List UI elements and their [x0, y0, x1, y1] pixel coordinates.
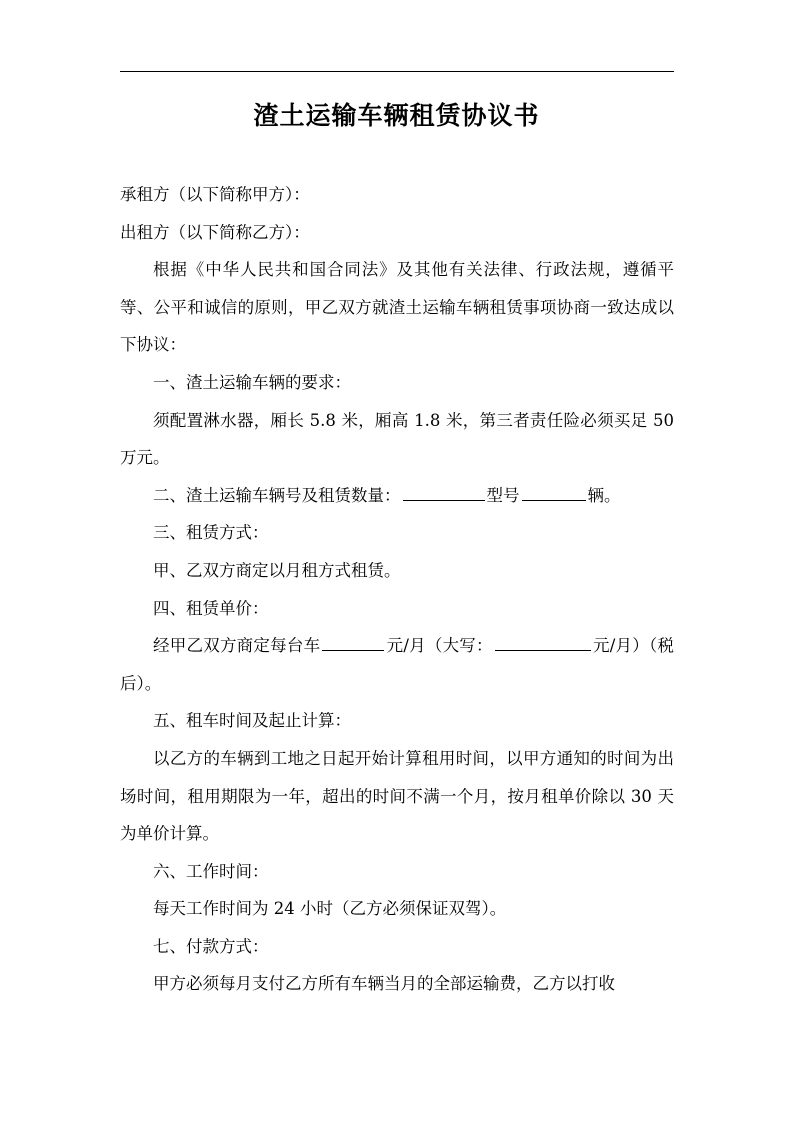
party-b-line: 出租方（以下简称乙方）： — [120, 222, 310, 242]
section-2-line — [120, 477, 674, 515]
section-7-body: 甲方必须每月支付乙方所有车辆当月的全部运输费，乙方以打收 — [153, 974, 615, 994]
section-2-model-label: 型号 — [486, 485, 520, 505]
section-5-body: 以乙方的车辆到工地之日起开始计算租用时间，以甲方通知的时间为出场时间，租用期限为一年，超出的时间不满一个月，按月租单价除以 30 天为单价计算。 — [120, 748, 674, 844]
unit-price-uppercase-blank[interactable] — [495, 633, 591, 651]
section-2-suffix: 辆。 — [587, 485, 621, 505]
section-6-heading: 六、工作时间： — [153, 861, 269, 881]
party-a-line: 承租方（以下简称甲方）： — [120, 185, 310, 204]
section-7-heading: 七、付款方式： — [153, 936, 269, 956]
document-title: 渣土运输车辆租赁协议书 — [253, 101, 540, 130]
vehicle-number-blank[interactable] — [403, 482, 485, 500]
section-5-heading: 五、租车时间及起止计算： — [153, 711, 351, 731]
unit-price-blank[interactable] — [322, 633, 384, 651]
document-body — [120, 176, 674, 1003]
section-2-prefix: 二、渣土运输车辆号及租赁数量： — [153, 485, 401, 505]
section-3-heading: 三、租赁方式： — [153, 523, 269, 543]
section-4-prefix: 经甲乙双方商定每台车 — [153, 636, 321, 656]
section-4-body — [120, 627, 674, 702]
section-3-body: 甲、乙双方商定以月租方式租赁。 — [153, 560, 401, 580]
section-4-middle: 元/月（大写： — [386, 636, 493, 656]
section-4-suffix: 元/月）（税后）。 — [120, 636, 674, 693]
section-1-body: 须配置淋水器，厢长 5.8 米，厢高 1.8 米，第三者责任险必须买足 50 万元。 — [120, 410, 674, 468]
preamble-paragraph: 根据《中华人民共和国合同法》及其他有关法律、行政法规，遵循平等、公平和诚信的原则，甲乙双方就渣土运输车辆租赁事项协商一致达成以下协议： — [120, 260, 674, 355]
header-rule — [120, 71, 674, 72]
section-1-heading: 一、渣土运输车辆的要求： — [153, 372, 351, 392]
section-6-body: 每天工作时间为 24 小时（乙方必须保证双驾）。 — [153, 899, 507, 919]
section-4-heading: 四、租赁单价： — [153, 598, 269, 618]
model-blank[interactable] — [522, 482, 586, 500]
